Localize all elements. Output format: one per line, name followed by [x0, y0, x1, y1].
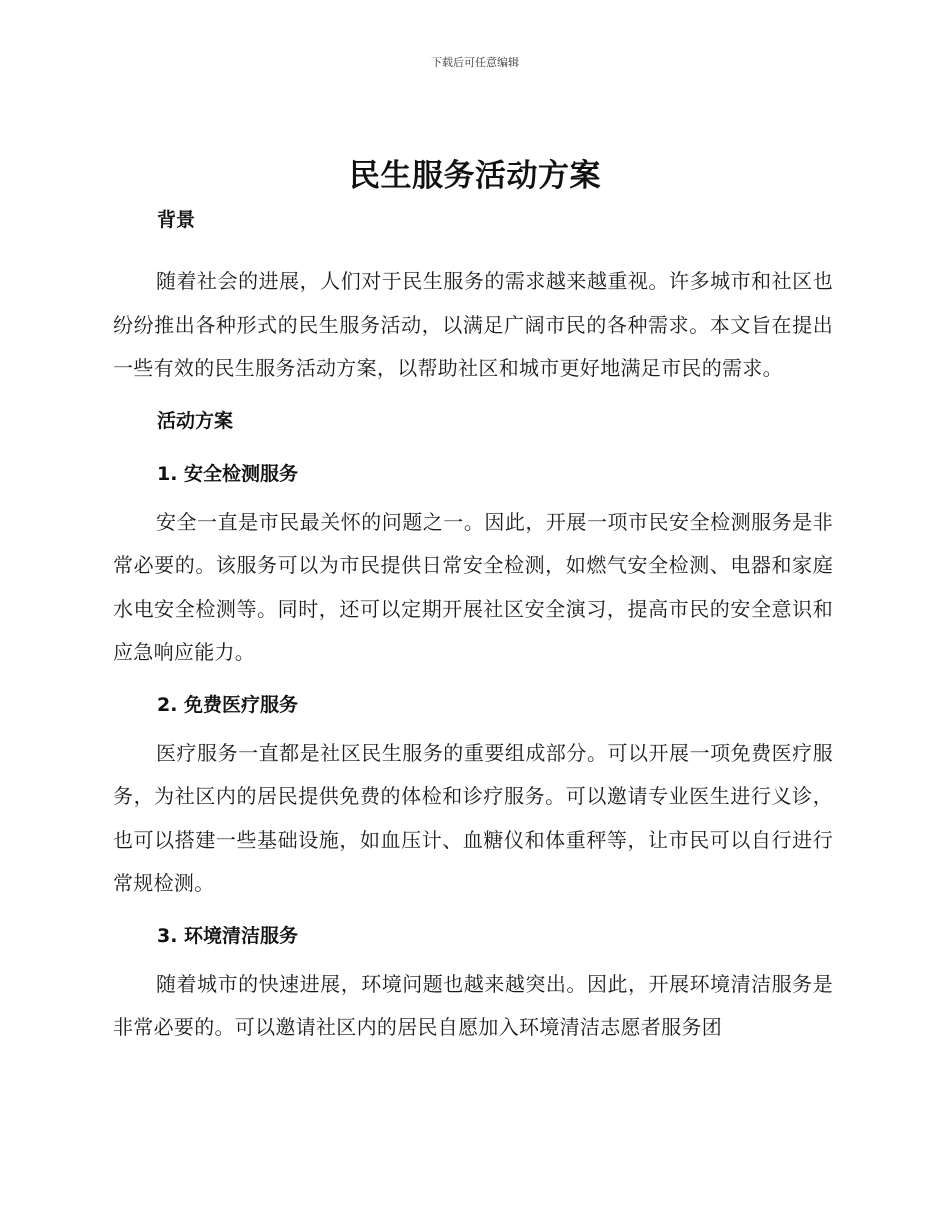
paragraph-medical: 医疗服务一直都是社区民生服务的重要组成部分。可以开展一项免费医疗服务，为社区内的居民提供免费的体检和诊疗服务。可以邀请专业医生进行义诊，也可以搭建一些基础设施，如血压计、血糖仪和体重秤等，让市民可以自行进行常规检测。: [113, 740, 833, 895]
paragraph-background: 随着社会的进展，人们对于民生服务的需求越来越重视。许多城市和社区也纷纷推出各种形式的民生服务活动，以满足广阔市民的各种需求。本文旨在提出一些有效的民生服务活动方案，以帮助社区和城市更好地满足市民的需求。: [113, 269, 833, 380]
section-heading-plan: 活动方案: [157, 409, 234, 432]
section-heading-background: 背景: [157, 209, 196, 231]
paragraph-safety: 安全一直是市民最关怀的问题之一。因此，开展一项市民安全检测服务是非常必要的。该服务可以为市民提供日常安全检测，如燃气安全检测、电器和家庭水电安全检测等。同时，还可以定期开展社区安全演习，提高市民的安全意识和应急响应能力。: [113, 509, 833, 664]
section-heading-environment: 3. 环境清洁服务: [157, 924, 299, 947]
section-heading-safety: 1. 安全检测服务: [157, 462, 299, 485]
section-heading-medical: 2. 免费医疗服务: [157, 693, 299, 716]
document-body: [113, 205, 833, 1050]
paragraph-environment: 随着城市的快速进展，环境问题也越来越突出。因此，开展环境清洁服务是非常必要的。可以邀请社区内的居民自愿加入环境清洁志愿者服务团: [113, 971, 833, 1039]
header-note: 下载后可任意编辑: [431, 56, 519, 69]
document-title: 民生服务活动方案: [349, 158, 601, 194]
